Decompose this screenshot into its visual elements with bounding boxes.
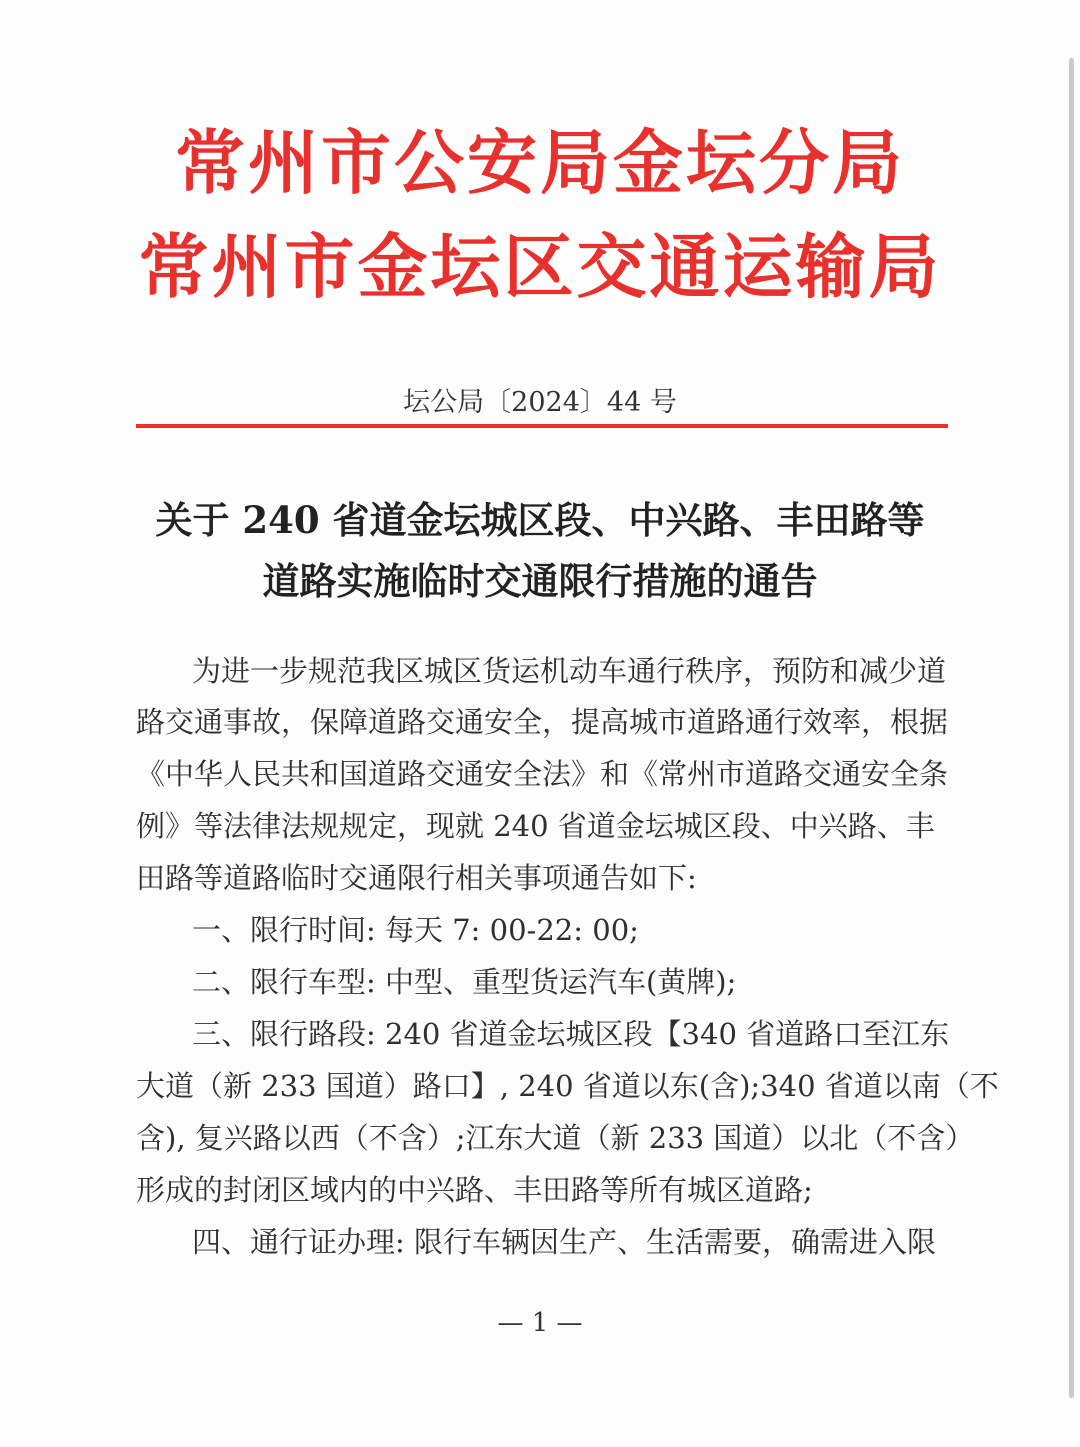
issuer-header-line-1: 常州市公安局金坛分局	[175, 121, 905, 204]
body-line-9: 大道（新 233 国道）路口】, 240 省道以东(含);340 省道以南（不	[136, 1069, 999, 1103]
body-line-7: 二、限行车型: 中型、重型货运汽车(黄牌);	[192, 965, 737, 999]
vertical-scrollbar[interactable]	[1069, 58, 1074, 1398]
document-number: 坛公局〔2024〕44 号	[403, 387, 677, 418]
body-line-5: 田路等道路临时交通限行相关事项通告如下:	[136, 861, 697, 895]
body-line-2: 路交通事故，保障道路交通安全，提高城市道路通行效率，根据	[136, 705, 949, 739]
body-line-11: 形成的封闭区域内的中兴路、丰田路等所有城区道路;	[136, 1173, 813, 1207]
page-number: — 1 —	[497, 1308, 583, 1338]
issuer-header-line-2: 常州市金坛区交通运输局	[138, 225, 942, 308]
body-line-4: 例》等法律法规规定，现就 240 省道金坛城区段、中兴路、丰	[136, 809, 935, 843]
body-line-6: 一、限行时间: 每天 7: 00-22: 00;	[192, 913, 639, 947]
body-line-3: 《中华人民共和国道路交通安全法》和《常州市道路交通安全条	[136, 757, 949, 791]
notice-title-line-2: 道路实施临时交通限行措施的通告	[262, 559, 818, 603]
body-line-8: 三、限行路段: 240 省道金坛城区段【340 省道路口至江东	[192, 1017, 950, 1051]
notice-title-line-1: 关于 240 省道金坛城区段、中兴路、丰田路等	[155, 498, 925, 542]
red-divider-line	[136, 424, 948, 428]
body-line-12: 四、通行证办理: 限行车辆因生产、生活需要，确需进入限	[192, 1225, 936, 1259]
body-line-1: 为进一步规范我区城区货运机动车通行秩序，预防和减少道	[192, 654, 947, 688]
body-line-10: 含), 复兴路以西（不含）;江东大道（新 233 国道）以北（不含）	[136, 1121, 975, 1155]
